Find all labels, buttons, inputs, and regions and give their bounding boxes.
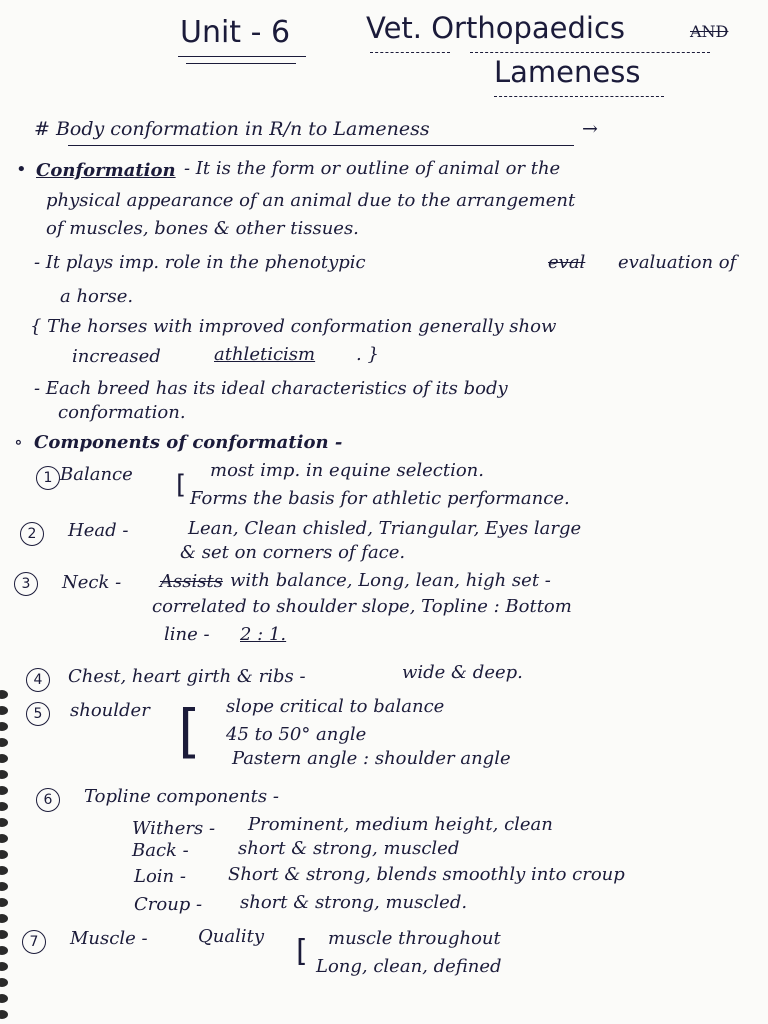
spiral-ring xyxy=(0,994,8,1003)
spiral-ring xyxy=(0,914,8,923)
loin-desc: Short & strong, blends smoothly into croup xyxy=(228,864,625,885)
spiral-ring xyxy=(0,898,8,907)
muscle-label: Muscle - xyxy=(70,928,148,949)
spiral-ring xyxy=(0,946,8,955)
spiral-ring xyxy=(0,770,8,779)
balance-line-2: Forms the basis for athletic performance. xyxy=(190,488,570,509)
spiral-ring xyxy=(0,882,8,891)
arrow-icon: → xyxy=(582,118,598,140)
conformation-label: Conformation xyxy=(36,160,176,181)
spiral-ring xyxy=(0,722,8,731)
spiral-ring xyxy=(0,930,8,939)
bracket-icon: [ xyxy=(178,697,201,765)
neck-line-1: with balance, Long, lean, high set - xyxy=(230,570,551,591)
back-label: Back - xyxy=(132,840,189,861)
unit-underline xyxy=(178,56,306,57)
spiral-ring xyxy=(0,978,8,987)
conformation-def-2: physical appearance of an animal due to the arrangement xyxy=(46,190,576,211)
chest-line-1: wide & deep. xyxy=(402,662,523,683)
balance-label: Balance xyxy=(60,464,133,485)
role-line-2: a horse. xyxy=(60,286,134,307)
loin-label: Loin - xyxy=(134,866,186,887)
improved-line-2b: . } xyxy=(356,344,379,365)
spiral-ring xyxy=(0,706,8,715)
spiral-ring xyxy=(0,850,8,859)
croup-label: Croup - xyxy=(134,894,203,915)
number-circle-3: 3 xyxy=(14,572,38,596)
spiral-ring xyxy=(0,818,8,827)
number-circle-7: 7 xyxy=(22,930,46,954)
spiral-ring xyxy=(0,738,8,747)
title-dash-1 xyxy=(370,52,450,53)
improved-line-1: { The horses with improved conformation generally show xyxy=(30,316,557,337)
title-dash-2 xyxy=(470,52,710,53)
head-line-1: Lean, Clean chisled, Triangular, Eyes large xyxy=(188,518,582,539)
topline-ratio: 2 : 1. xyxy=(240,624,287,645)
unit-label: Unit - 6 xyxy=(180,15,291,50)
breed-line-2: conformation. xyxy=(58,402,186,423)
withers-label: Withers - xyxy=(132,818,216,839)
spiral-ring xyxy=(0,802,8,811)
title-and: AND xyxy=(690,22,729,41)
bracket-icon: [ xyxy=(176,470,187,500)
muscle-quality: Quality xyxy=(198,926,264,947)
croup-desc: short & strong, muscled. xyxy=(240,892,468,913)
bracket-icon: [ xyxy=(296,934,308,969)
section-heading: # Body conformation in R/n to Lameness xyxy=(34,118,430,140)
spiral-ring xyxy=(0,690,8,699)
breed-line-1: - Each breed has its ideal characteristics of its body xyxy=(34,378,508,399)
balance-line-1: most imp. in equine selection. xyxy=(210,460,484,481)
spiral-ring xyxy=(0,834,8,843)
spiral-ring xyxy=(0,1010,8,1019)
muscle-line-2: Long, clean, defined xyxy=(316,956,502,977)
improved-line-2a: increased xyxy=(72,346,161,367)
shoulder-line-3: Pastern angle : shoulder angle xyxy=(232,748,511,769)
neck-label: Neck - xyxy=(62,572,122,593)
number-circle-2: 2 xyxy=(20,522,44,546)
neck-line-2: correlated to shoulder slope, Topline : Bottom xyxy=(152,596,572,617)
conformation-def-1: - It is the form or outline of animal or the xyxy=(184,158,561,179)
number-circle-4: 4 xyxy=(26,668,50,692)
bullet-icon: ∘ xyxy=(14,432,23,453)
spiral-ring xyxy=(0,754,8,763)
spiral-binding xyxy=(0,690,14,1024)
unit-underline-2 xyxy=(186,63,296,64)
number-circle-5: 5 xyxy=(26,702,50,726)
neck-line-3: line - xyxy=(164,624,210,645)
conformation-def-3: of muscles, bones & other tissues. xyxy=(46,218,359,239)
topline-heading: Topline components - xyxy=(84,786,279,807)
number-circle-1: 1 xyxy=(36,466,60,490)
bullet-icon: • xyxy=(16,159,27,180)
shoulder-line-2: 45 to 50° angle xyxy=(226,724,367,745)
athleticism-text: athleticism xyxy=(214,344,316,365)
title-dash-3 xyxy=(494,96,664,97)
neck-struck: Assists xyxy=(160,571,223,592)
number-circle-6: 6 xyxy=(36,788,60,812)
spiral-ring xyxy=(0,962,8,971)
components-heading: Components of conformation - xyxy=(34,432,343,453)
back-desc: short & strong, muscled xyxy=(238,838,460,859)
chest-label: Chest, heart girth & ribs - xyxy=(68,666,306,687)
role-line-1a: - It plays imp. role in the phenotypic xyxy=(34,252,366,273)
shoulder-label: shoulder xyxy=(70,700,150,721)
role-line-struck: eval xyxy=(548,252,586,273)
muscle-line-1: muscle throughout xyxy=(328,928,501,949)
title-line-1: Vet. Orthopaedics xyxy=(366,11,626,45)
spiral-ring xyxy=(0,786,8,795)
head-label: Head - xyxy=(68,520,129,541)
section-underline xyxy=(68,145,574,146)
spiral-ring xyxy=(0,866,8,875)
role-line-1b: evaluation of xyxy=(618,252,737,273)
withers-desc: Prominent, medium height, clean xyxy=(248,814,553,835)
shoulder-line-1: slope critical to balance xyxy=(226,696,445,717)
title-line-2: Lameness xyxy=(494,55,641,89)
head-line-2: & set on corners of face. xyxy=(180,542,406,563)
